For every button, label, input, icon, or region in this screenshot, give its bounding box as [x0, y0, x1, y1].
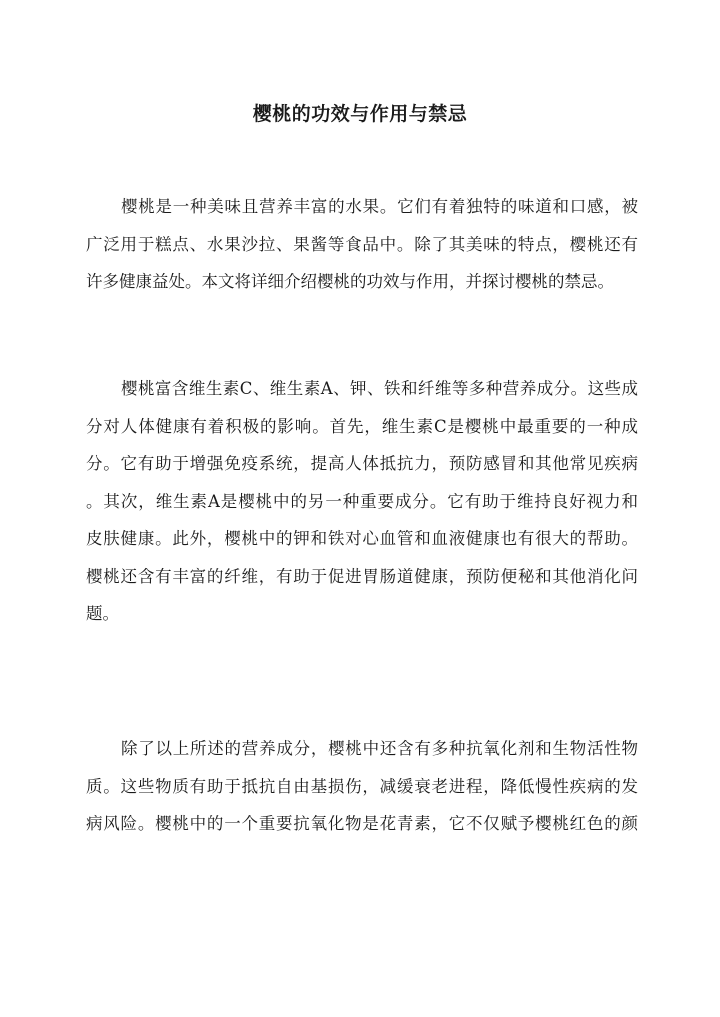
paragraph-line: 质。这些物质有助于抵抗自由基损伤，减缓衰老进程，降低慢性疾病的发: [86, 776, 638, 796]
paragraph-line: 题。: [86, 604, 119, 623]
paragraph-line: 皮肤健康。此外，樱桃中的钾和铁对心血管和血液健康也有很大的帮助。: [86, 529, 638, 548]
paragraph-intro: [86, 188, 638, 301]
paragraph-line: 许多健康益处。本文将详细介绍樱桃的功效与作用，并探讨樱桃的禁忌。: [86, 272, 614, 291]
document-title: 樱桃的功效与作用与禁忌: [252, 102, 468, 125]
paragraph-line: 广泛用于糕点、水果沙拉、果酱等食品中。除了其美味的特点，樱桃还有: [86, 234, 638, 254]
paragraph-line: 除了以上所述的营养成分，樱桃中还含有多种抗氧化剂和生物活性物: [121, 739, 638, 758]
paragraph-line: 樱桃还含有丰富的纤维，有助于促进胃肠道健康，预防便秘和其他消化问: [86, 566, 638, 586]
paragraph-line: 病风险。樱桃中的一个重要抗氧化物是花青素，它不仅赋予樱桃红色的颜: [86, 814, 638, 833]
paragraph-line: 。其次，维生素A是樱桃中的另一种重要成分。它有助于维持良好视力和: [86, 491, 638, 511]
paragraph-antioxidants: [86, 730, 638, 843]
paragraph-line: 分。它有助于增强免疫系统，提高人体抵抗力，预防感冒和其他常见疾病: [86, 454, 638, 473]
paragraph-line: 分对人体健康有着积极的影响。首先，维生素C是樱桃中最重要的一种成: [86, 416, 638, 436]
paragraph-line: 樱桃富含维生素C、维生素A、钾、铁和纤维等多种营养成分。这些成: [121, 379, 638, 398]
paragraph-nutrients: [86, 370, 638, 633]
paragraph-line: 樱桃是一种美味且营养丰富的水果。它们有着独特的味道和口感，被: [121, 197, 638, 216]
